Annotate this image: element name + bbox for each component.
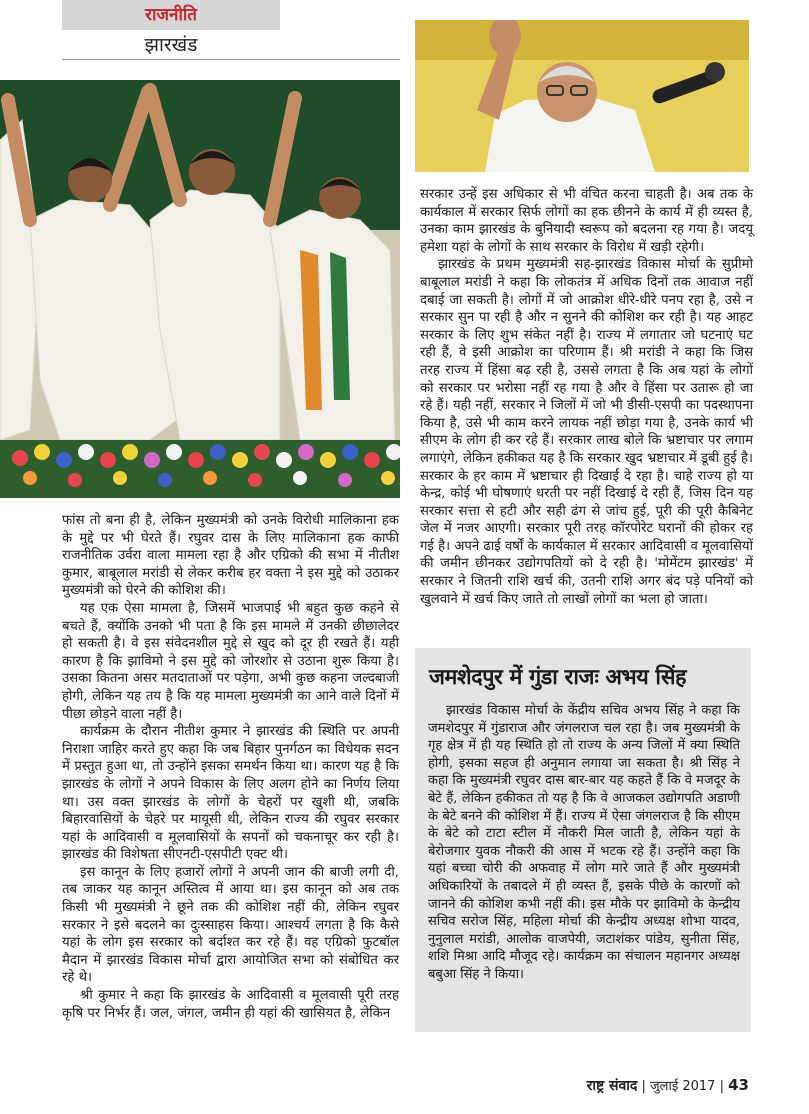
article-left-column xyxy=(62,512,399,1022)
header-rule xyxy=(62,59,400,60)
page-number: 43 xyxy=(728,1076,749,1094)
section-sublabel: झारखंड xyxy=(144,34,198,56)
footer-separator: | xyxy=(641,1079,646,1094)
speaker-photo xyxy=(415,20,749,172)
rally-stage-illustration xyxy=(0,80,400,498)
section-header xyxy=(62,0,280,60)
article-paragraph: फांस तो बना ही है, लेकिन मुख्यमंत्री को उनके विरोधी मालिकाना हक के मुद्दे पर भी घेरते हैं। रघुवर दास के लिए मालिकाना हक काफी राजनीतिक उर्वरा वाला मामला रहा है और एग्रिको की सभा में नीतीश कुमार, बाबूलाल मरांडी से लेकर करीब हर वक्ता ने इस मुद्दे को उठाकर मुख्यमंत्री को घेरने की कोशिश की। xyxy=(62,513,399,599)
section-label: राजनीति xyxy=(62,0,280,30)
article-paragraph: झारखंड के प्रथम मुख्यमंत्री सह-झारखंड विकास मोर्चा के सुप्रीमो बाबूलाल मरांडी ने कहा कि लोकतंत्र में अधिक दिनों तक आवाज नहीं दबाई जा सकती है। लोगों में जो आक्रोश धीरे-धीरे पनप रहा है, उसे न सरकार सुन पा रही है और न सुनने की कोशिश कर रही है। यह आहट सरकार के लिए शुभ संकेत नहीं है। राज्य में लगातार जो घटनाएं घट रही हैं, वे इसी आक्रोश का परिणाम हैं। श्री मरांडी ने कहा कि जिस तरह राज्य में हिंसा बढ़ रही है, उससे लगता है कि अब यहां के लोगों को सरकार पर भरोसा नहीं रह गया है और वे हिंसा पर उतारू हो जा रहे हैं। यही नहीं, सरकार ने जिलों में जो भी डीसी-एसपी का पदस्थापना किया है, उसे भी काम करने लायक नहीं छोड़ा गया है, उनके कार्य भी सीएम के लोग ही कर रहे हैं। सरकार लाख बोले कि भ्रष्टाचार पर लगाम लगाएंगे, लेकिन हकीकत यह है कि सरकार खुद भ्रष्टाचार में डूबी हुई है। सरकार के हर काम में भ्रष्टाचार ही दिखाई दे रहा है। चाहे राज्य हो या केन्द्र, कोई भी घोषणाएं धरती पर नहीं दिखाई दे रही हैं, जिस दिन यह सरकार सत्ता से हटी और सही ढंग से जांच हुई, पूरी की पूरी कैबिनेट जेल में नजर आएगी। सरकार पूरी तरह कॉरपोरेट घरानों की होकर रह गई है। अपने ढाई वर्षों के कार्यकाल में सरकार आदिवासी व मूलवासियों की जमीन छीनकर उद्योगपतियों को दे रही है। 'मोमेंटम झारखंड' में सरकार ने जितनी राशि खर्च की, उतनी राशि अगर बंद पड़े पनियों को खुलवाने में खर्च किए जाते तो लाखों लोगों का भला हो जाता। xyxy=(420,257,753,607)
footer-separator: | xyxy=(719,1079,724,1094)
sidebar-box xyxy=(415,648,751,1032)
article-paragraph: इस कानून के लिए हजारों लोगों ने अपनी जान की बाजी लगी दी, तब जाकर यह कानून अस्तित्व में आया था। इस कानून को अब तक किसी भी मुख्यमंत्री ने छूने तक की कोशिश नहीं की, लेकिन रघुवर सरकार ने इसे बदलने का दुःस्साहस किया। आश्चर्य लगता है कि कैसे यहां के लोग इस सरकार को बर्दाश्त कर रहे हैं। वह एग्रिको फुटबॉल मैदान में झारखंड विकास मोर्चा द्वारा आयोजित सभा को संबोधित कर रहे थे। xyxy=(62,864,399,986)
article-paragraph: यह एक ऐसा मामला है, जिसमें भाजपाई भी बहुत कुछ कहने से बचते हैं, क्योंकि उनको भी पता है कि इस मामले में उनकी छीछालेदर हो सकती है। वे इस संवेदनशील मुद्दे से खुद को दूर ही रखते हैं। यही कारण है कि झाविमो ने इस मुद्दे को जोरशोर से उठाना शुरू किया है। उसका कितना असर मतदाताओं पर पड़ेगा, अभी कुछ कहना जल्दबाजी होगी, लेकिन यह तय है कि यह मामला मुख्यमंत्री का आने वाले दिनों में पीछा छोड़ने वाला नहीं है। xyxy=(62,600,399,722)
sidebar-title: जमशेदपुर में गुंडा राजः अभय सिंह xyxy=(429,665,687,690)
page-footer xyxy=(587,1076,749,1095)
issue-date: जुलाई 2017 xyxy=(650,1079,716,1094)
magazine-name: राष्ट्र संवाद xyxy=(586,1078,638,1094)
speaker-illustration xyxy=(415,20,749,172)
sidebar-paragraph: झारखंड विकास मोर्चा के केंद्रीय सचिव अभय सिंह ने कहा कि जमशेदपुर में गुंडाराज और जंगलराज चल रहा है। जब मुख्यमंत्री के गृह क्षेत्र में ही यह स्थिति हो तो राज्य के अन्य जिलों में क्या स्थिति होगी, इसका सहज ही अनुमान लगाया जा सकता है। श्री सिंह ने कहा कि मुख्यमंत्री रघुवर दास बार-बार यह कहते हैं कि वे मजदूर के बेटे हैं, लेकिन हकीकत तो यह है कि वे आजकल उद्योगपति अडाणी के बेटे बनने की कोशिश में हैं। राज्य में ऐसा जंगलराज है कि सीएम के बेटे को टाटा स्टील में नौकरी मिल जाती है, लेकिन यहां के बेरोजगार युवक नौकरी की आस में भटक रहे हैं। उन्होंने कहा कि यहां बच्चा चोरी की अफवाह में लोग मारे जाते हैं और मुख्यमंत्री अधिकारियों के तबादले में ही व्यस्त हैं, इसके पीछे के कारणों को जानने की कोशिश कभी नहीं की। इस मौके पर झाविमो के केन्द्रीय सचिव सरोज सिंह, महिला मोर्चा की केन्द्रीय अध्यक्ष शोभा यादव, नुनुलाल मरांडी, आलोक वाजपेयी, जटाशंकर पांडेय, सुनीता सिंह, शशि मिश्रा आदि मौजूद रहे। कार्यक्रम का संचालन महानगर अध्यक्ष बबुआ सिंह ने किया। xyxy=(428,703,740,982)
sidebar-body xyxy=(428,702,740,984)
rally-stage-photo xyxy=(0,80,400,498)
article-right-column xyxy=(420,186,753,608)
article-paragraph: सरकार उन्हें इस अधिकार से भी वंचित करना चाहती है। अब तक के कार्यकाल में सरकार सिर्फ लोगों का हक छीनने के कार्य में ही व्यस्त है, उनका काम झारखंड के बुनियादी स्वरूप को बदलना रह गया है। जदयू हमेशा यहां के लोगों के साथ सरकार के विरोध में खड़ी रहेगी। xyxy=(420,187,753,255)
article-paragraph: कार्यक्रम के दौरान नीतीश कुमार ने झारखंड की स्थिति पर अपनी निराशा जाहिर करते हुए कहा कि जब बिहार पुनर्गठन का विधेयक सदन में प्रस्तुत हुआ था, तो उन्होंने इसका समर्थन किया था। कारण यह है कि झारखंड के लोगों ने अपने विकास के लिए अलग होने का निर्णय लिया था। उस वक्त झारखंड के लोगों के चेहरों पर खुशी थी, जबकि बिहारवासियों के चेहरे पर मायूसी थी, लेकिन राज्य की रघुवर सरकार यहां के आदिवासी व मूलवासियों के सपनों को चकनाचूर कर रही है। झारखंड की विशेषता सीएनटी-एसपीटी एक्ट थी। xyxy=(62,724,399,863)
article-paragraph: श्री कुमार ने कहा कि झारखंड के आदिवासी व मूलवासी पूरी तरह कृषि पर निर्भर हैं। जल, जंगल, जमीन ही यहां की खासियत है, लेकिन xyxy=(62,988,399,1021)
